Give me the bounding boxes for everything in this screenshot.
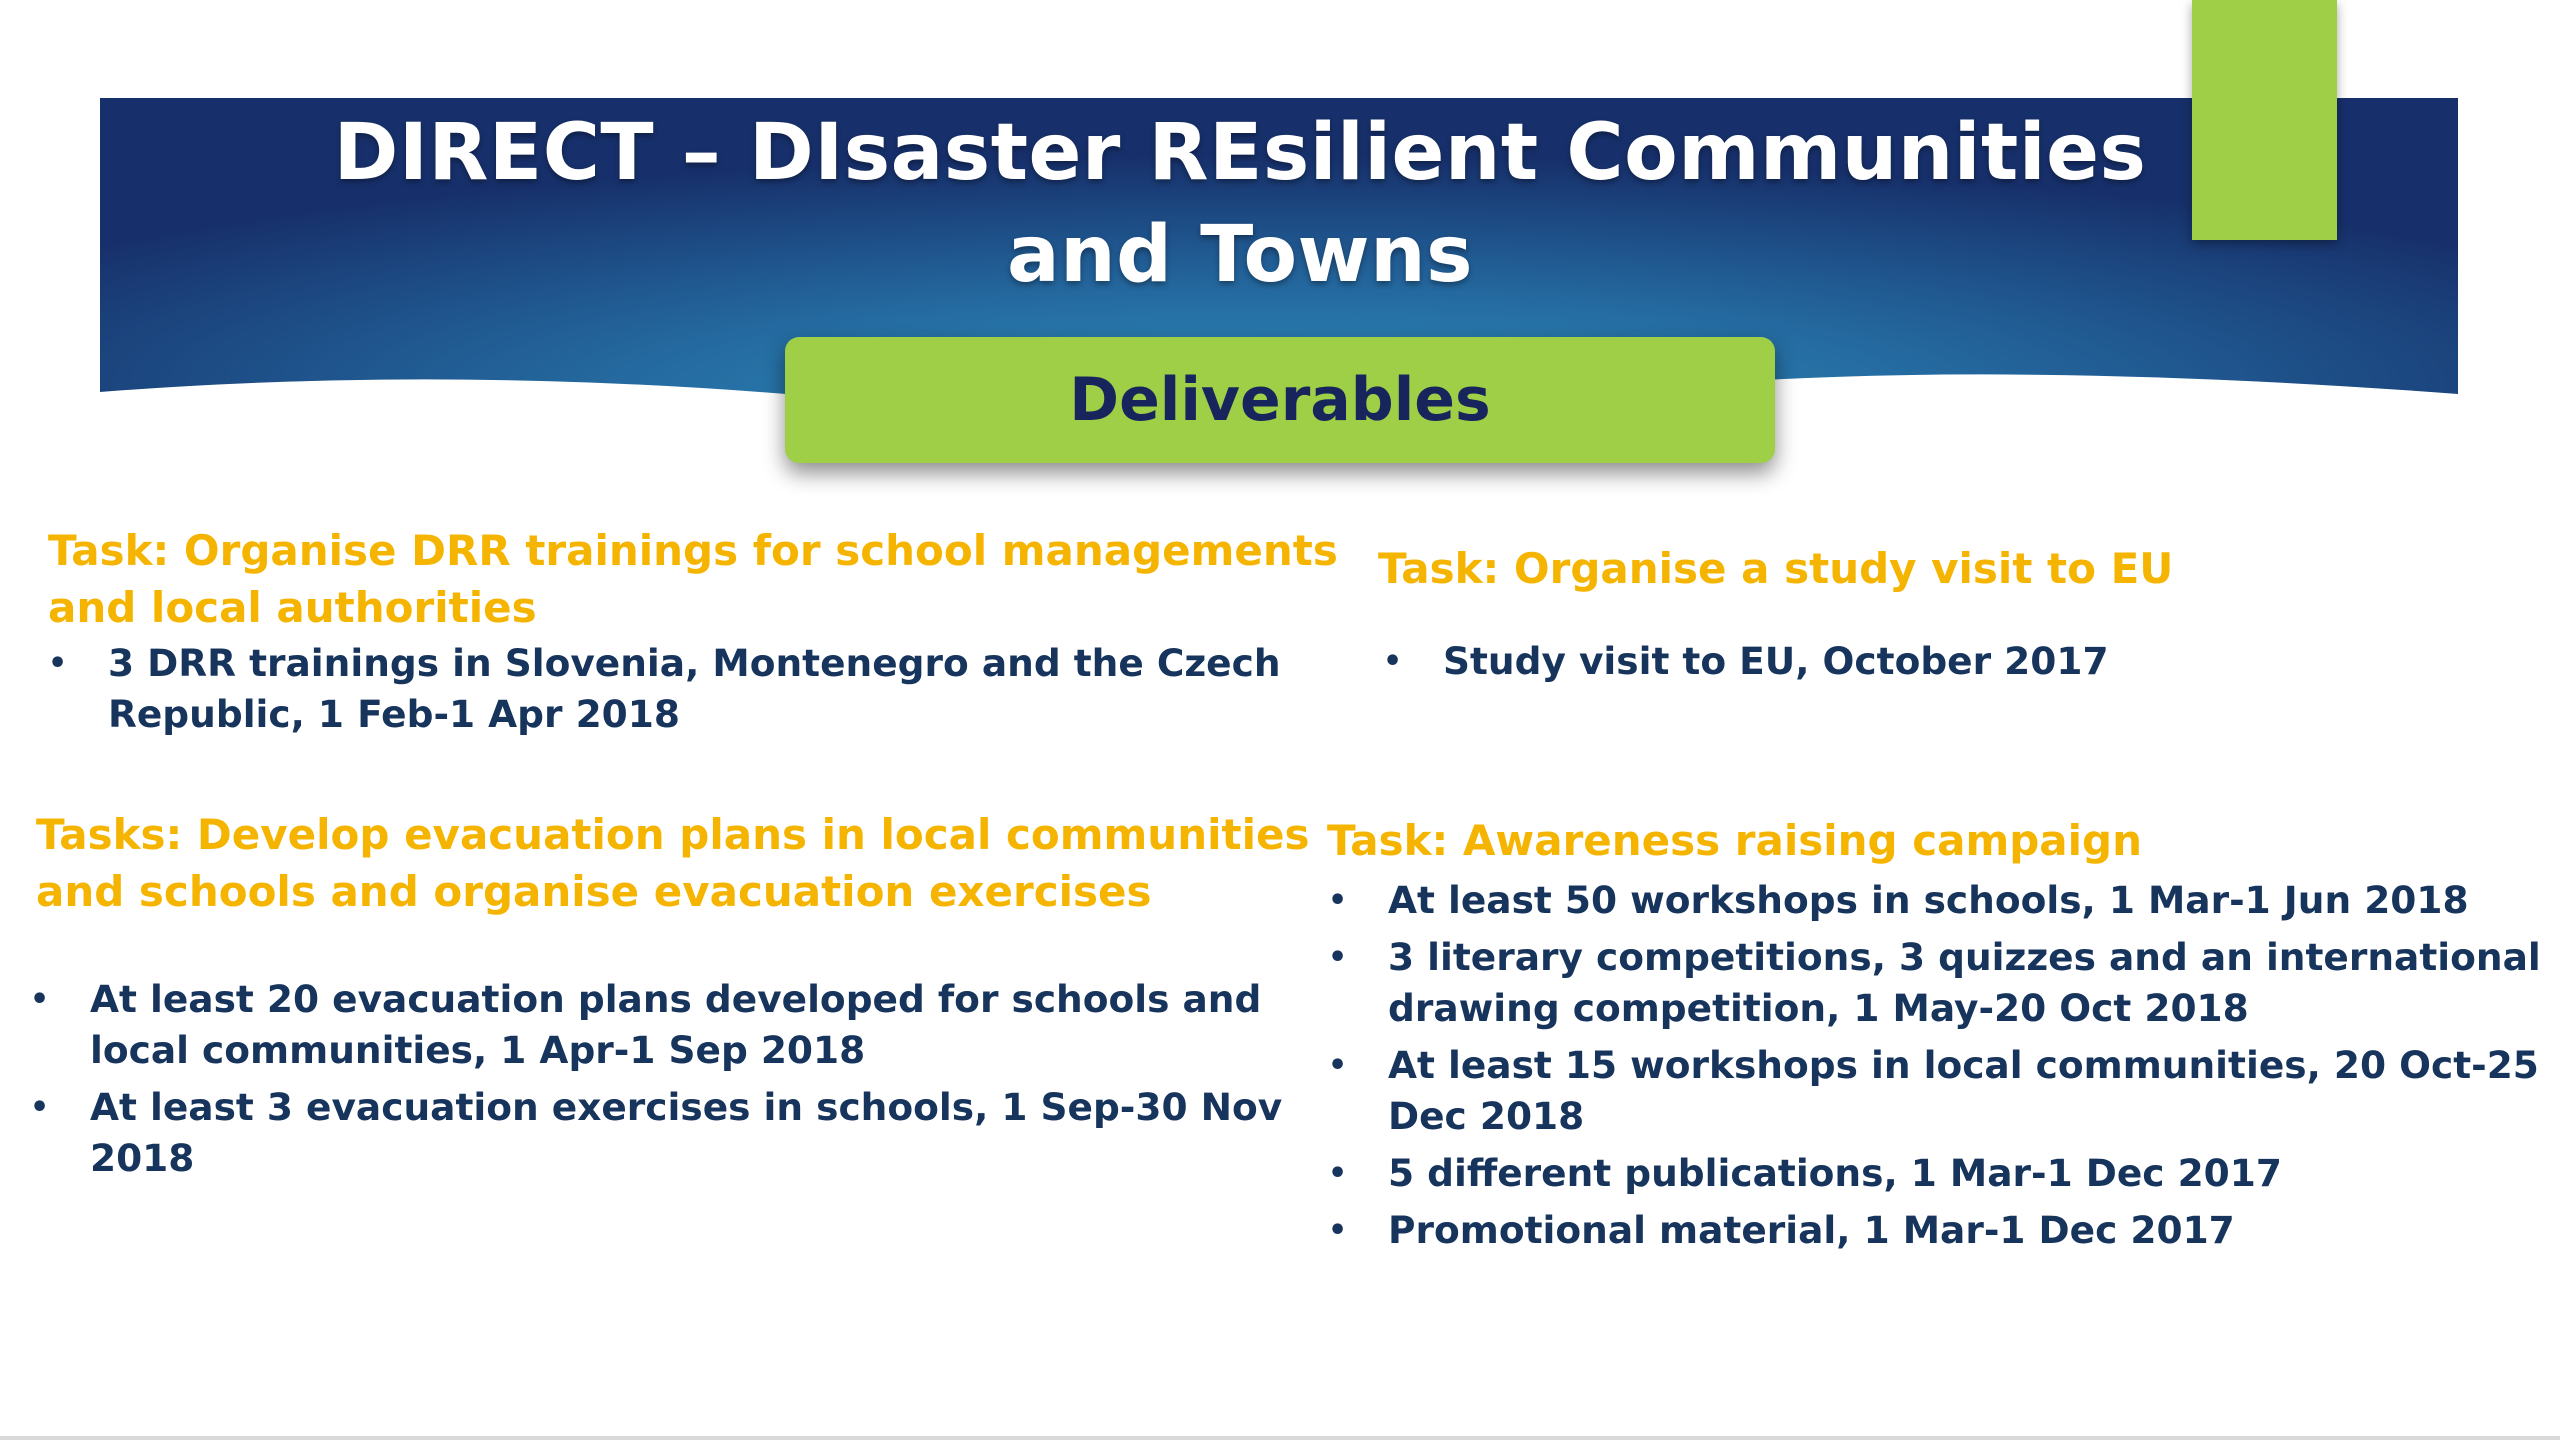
task-list-awareness-campaign	[1328, 875, 2543, 1262]
list-item	[1328, 932, 2543, 1034]
list-item	[48, 638, 1308, 740]
list-item-text: At least 3 evacuation exercises in schools, 1 Sep-30 Nov 2018	[90, 1085, 1283, 1180]
bullet-icon: •	[1383, 644, 1403, 679]
list-item	[1328, 1205, 2543, 1256]
task-list-drr-trainings	[48, 638, 1308, 746]
bullet-icon: •	[48, 646, 68, 681]
task-heading-evacuation-plans: Tasks: Develop evacuation plans in local communities and schools and organise evacuation exercises	[36, 810, 1310, 916]
list-item	[1328, 875, 2543, 926]
task-list-study-visit	[1383, 636, 2523, 693]
deliverables-label: Deliverables	[1069, 365, 1491, 435]
list-item	[1383, 636, 2523, 687]
bullet-icon: •	[1328, 1048, 1348, 1083]
list-item-text: 5 different publications, 1 Mar-1 Dec 2017	[1388, 1151, 2282, 1195]
bullet-icon: •	[1328, 1213, 1348, 1248]
task-heading-awareness-campaign: Task: Awareness raising campaign	[1327, 816, 2142, 865]
slide-title: DIRECT – DIsaster REsilient Communities and Towns	[333, 108, 2147, 300]
list-item	[30, 1082, 1310, 1184]
bullet-icon: •	[1328, 940, 1348, 975]
list-item-text: Promotional material, 1 Mar-1 Dec 2017	[1388, 1208, 2235, 1252]
task-list-evacuation-plans	[30, 974, 1310, 1190]
list-item	[30, 974, 1310, 1076]
list-item-text: Study visit to EU, October 2017	[1443, 639, 2109, 683]
list-item-text: 3 DRR trainings in Slovenia, Montenegro and the Czech Republic, 1 Feb-1 Apr 2018	[108, 641, 1281, 736]
bottom-divider	[0, 1436, 2560, 1440]
bullet-icon: •	[1328, 883, 1348, 918]
bullet-icon: •	[30, 1090, 50, 1125]
list-item-text: At least 15 workshops in local communities, 20 Oct-25 Dec 2018	[1388, 1043, 2539, 1138]
bullet-icon: •	[1328, 1156, 1348, 1191]
bullet-icon: •	[30, 982, 50, 1017]
deliverables-banner	[785, 337, 1775, 463]
list-item	[1328, 1040, 2543, 1142]
accent-bar	[2192, 0, 2337, 240]
task-heading-drr-trainings: Task: Organise DRR trainings for school managements and local authorities	[48, 526, 1338, 632]
list-item-text: 3 literary competitions, 3 quizzes and an international drawing competition, 1 May-20 Oct 2018	[1388, 935, 2541, 1030]
list-item-text: At least 50 workshops in schools, 1 Mar-1 Jun 2018	[1388, 878, 2469, 922]
task-heading-study-visit: Task: Organise a study visit to EU	[1378, 544, 2174, 593]
list-item	[1328, 1148, 2543, 1199]
list-item-text: At least 20 evacuation plans developed for schools and local communities, 1 Apr-1 Sep 2018	[90, 977, 1262, 1072]
